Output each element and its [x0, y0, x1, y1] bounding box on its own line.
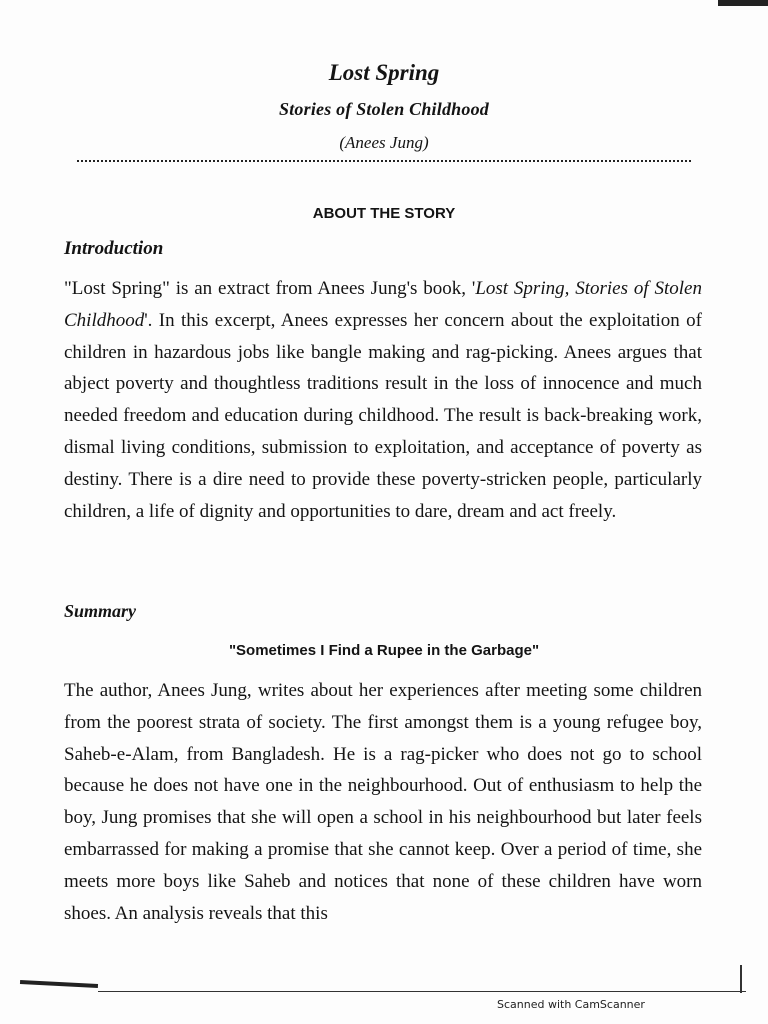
summary-subheading: "Sometimes I Find a Rupee in the Garbage"	[228, 642, 540, 659]
intro-text-part2: '. In this excerpt, Anees expresses her concern about the exploitation of children in hazardous jobs like bangle making and rag-picking. Anees argues that abject poverty and thoughtless traditions result in the loss of innocence and much needed freedom and education during childhood. The result is back-breaking work, dismal living conditions, submission to exploitation, and acceptance of poverty as destiny. There is a dire need to provide these poverty-stricken people, particularly children, a life of dignity and opportunities to dare, dream and act freely.	[64, 309, 702, 522]
document-author: (Anees Jung)	[339, 133, 429, 152]
document-subtitle: Stories of Stolen Childhood	[279, 99, 489, 119]
introduction-label: Introduction	[64, 238, 164, 259]
introduction-paragraph	[64, 273, 702, 527]
bottom-rule	[98, 991, 746, 992]
scan-edge-mark	[718, 0, 768, 6]
document-title: Lost Spring	[328, 60, 440, 85]
summary-label: Summary	[64, 601, 137, 621]
scanner-watermark: Scanned with CamScanner	[497, 998, 645, 1011]
scan-edge-mark-corner	[740, 965, 742, 993]
intro-text-part1: "Lost Spring" is an extract from Anees Jung's book, '	[64, 278, 476, 299]
book-title-italic: Lost Spring, Stories of Stolen Childhood	[64, 278, 702, 331]
summary-paragraph: The author, Anees Jung, writes about her experiences after meeting some children from the poorest strata of society. The first amongst them is a young refugee boy, Saheb-e-Alam, from Bangladesh. He is a rag-picker who does not go to school because he does not have one in the neighbourhood. Out of enthusiasm to help the boy, Jung promises that she will open a school in his neighbourhood but later feels embarrassed for making a promise that she cannot keep. Over a period of time, she meets more boys like Saheb and notices that none of these children have worn shoes. An analysis reveals that this	[64, 680, 702, 924]
section-heading: ABOUT THE STORY	[312, 205, 456, 222]
scan-edge-mark-left	[20, 980, 98, 988]
dotted-divider	[77, 160, 691, 162]
